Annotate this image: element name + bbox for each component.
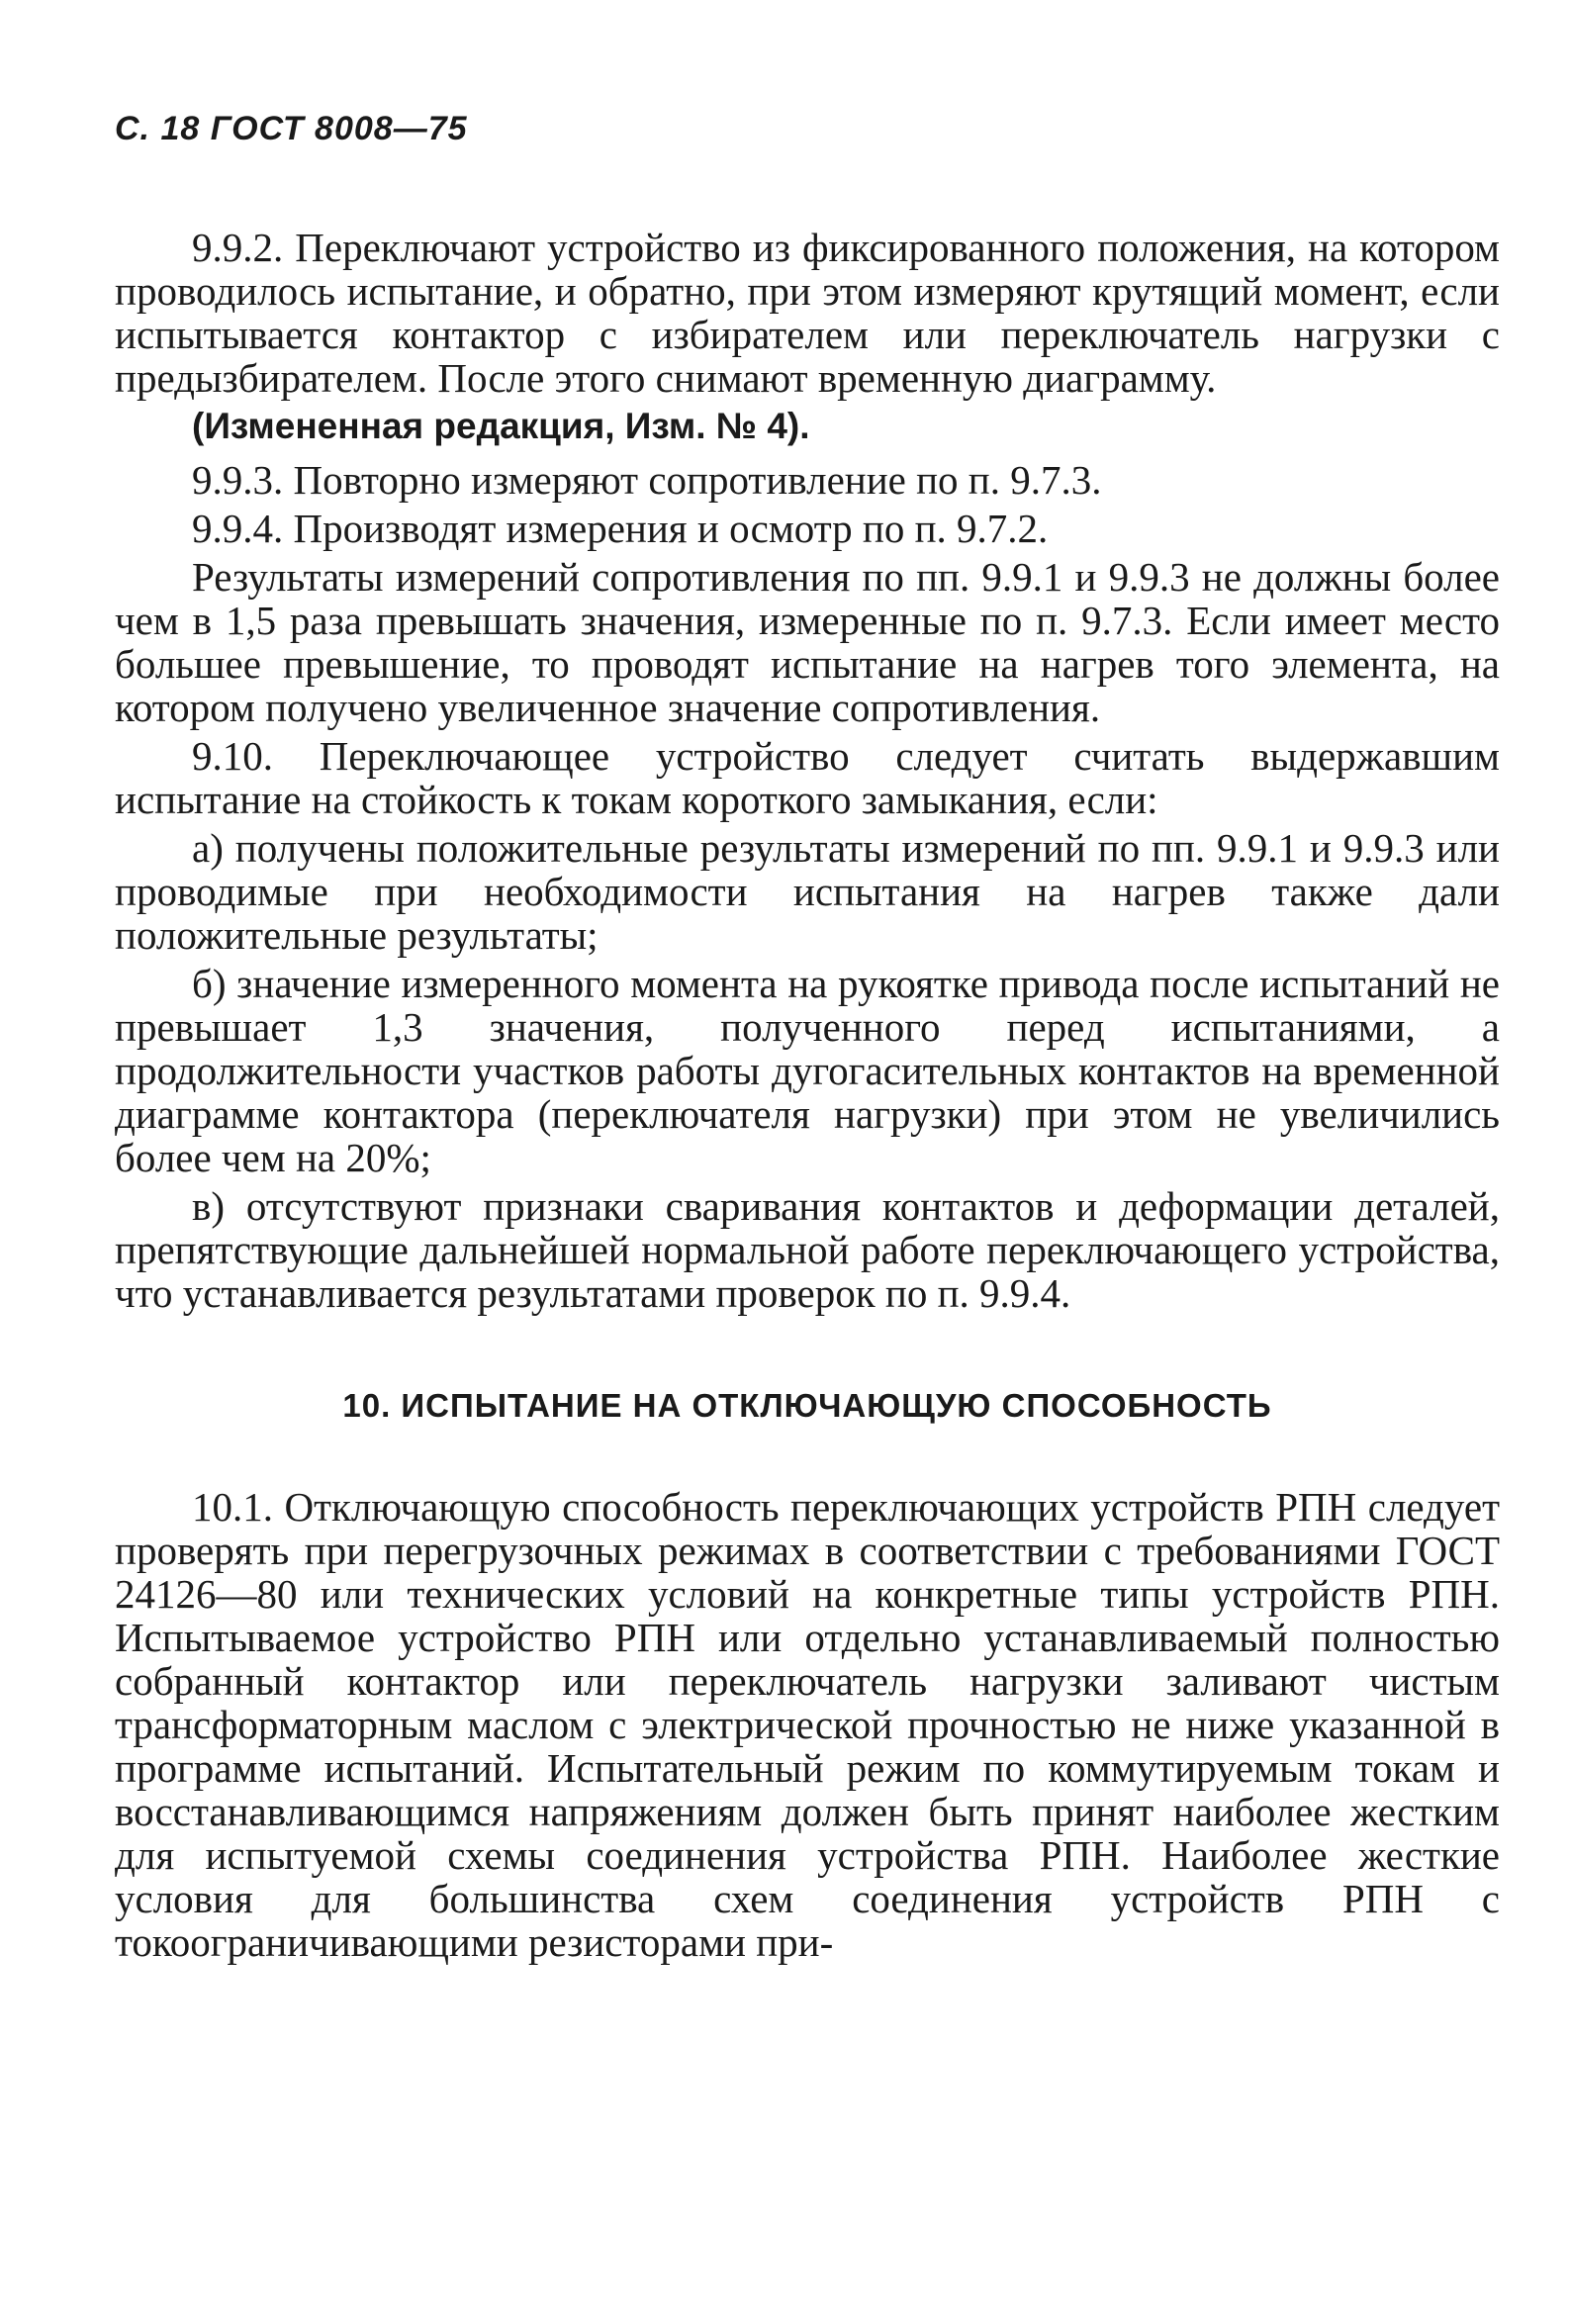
list-item-a: а) получены положительные результаты измерений по пп. 9.9.1 и 9.9.3 или проводимые при необходимости испытания на нагрев также дали положительные результаты; [115,825,1500,958]
document-page [115,109,1500,1969]
section-heading: 10. ИСПЫТАНИЕ НА ОТКЛЮЧАЮЩУЮ СПОСОБНОСТЬ [342,1387,1272,1424]
paragraph-results: Результаты измерений сопротивления по пп. 9.9.1 и 9.9.3 не должны более чем в 1,5 раза превышать значения, измеренные по п. 9.7.3. Если имеет место большее превышение, то проводят испытание на нагрев того элемента, на котором получено увеличенное значение сопротивления. [115,554,1500,730]
paragraph-9-9-3: 9.9.3. Повторно измеряют сопротивление по п. 9.7.3. [192,457,1102,503]
running-head: С. 18 ГОСТ 8008—75 [115,110,468,147]
list-item-v: в) отсутствуют признаки сваривания контактов и деформации деталей, препятствующие дальнейшей нормальной работе переключающего устройства, что устанавливается результатами проверок по п. 9.9.4. [115,1183,1500,1316]
amendment-note: (Измененная редакция, Изм. № 4). [192,406,810,446]
paragraph-9-9-4: 9.9.4. Производят измерения и осмотр по п. 9.7.2. [192,506,1049,551]
paragraph-9-10: 9.10. Переключающее устройство следует считать выдержавшим испытание на стойкость к токам короткого замыкания, если: [115,733,1500,822]
list-item-b: б) значение измеренного момента на рукоятке привода после испытаний не превышает 1,3 значения, полученного перед испытаниями, а продолжительности участков работы дугогасительных контактов на временной диаграмме контактора (переключателя нагрузки) при этом не увеличились более чем на 20%; [115,961,1500,1180]
paragraph-10-1: 10.1. Отключающую способность переключающих устройств РПН следует проверять при перегрузочных режимах в соответствии с требованиями ГОСТ 24126—80 или технических условий на конкретные типы устройств РПН. Испытываемое устройство РПН или отдельно устанавливаемый полностью собранный контактор или переключатель нагрузки заливают чистым трансформаторным маслом с электрической прочностью не ниже указанной в программе испытаний. Испытательный режим по коммутируемым токам и восстанавливающимся напряжениям должен быть принят наиболее жестким для испытуемой схемы соединения устройства РПН. Наиболее жесткие условия для большинства схем соединения устройств РПН с токоограничивающими резисторами при- [115,1484,1500,1965]
paragraph-9-9-2: 9.9.2. Переключают устройство из фиксированного положения, на котором проводилось испытание, и обратно, при этом измеряют крутящий момент, если испытывается контактор с избирателем или переключатель нагрузки с предызбирателем. После этого снимают временную диаграмму. [115,225,1500,401]
